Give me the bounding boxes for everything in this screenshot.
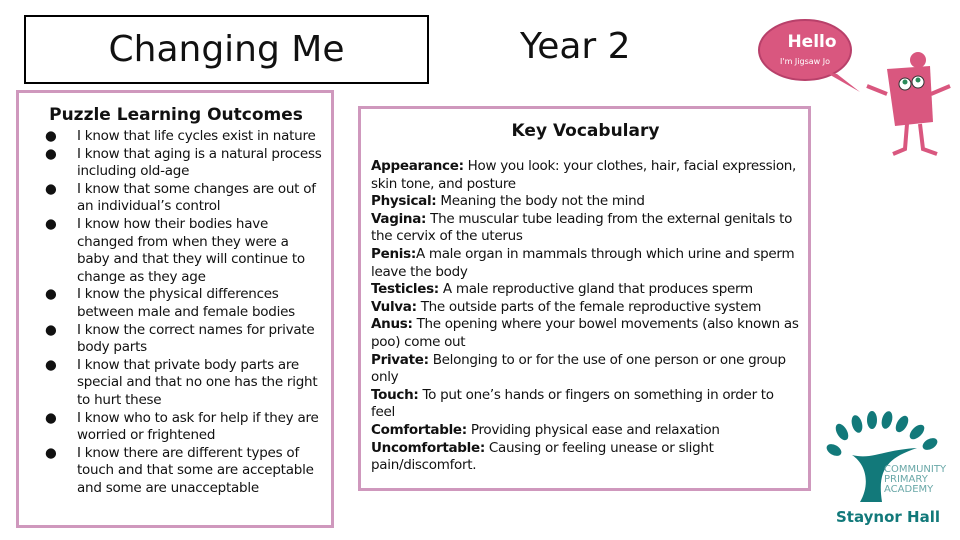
vocab-item: Uncomfortable: Causing or feeling unease or slight pain/discomfort. xyxy=(371,439,714,474)
vocab-item: Touch: To put one’s hands or fingers on something in order to feel xyxy=(371,386,774,421)
logo-line-3: ACADEMY xyxy=(884,484,934,495)
title-box xyxy=(24,15,429,84)
list-item: ● I know how their bodies have changed from when they were a baby and that they will continue to change as they age xyxy=(45,215,305,285)
mascot-greeting: Hello xyxy=(787,32,837,52)
list-item: ● I know the physical differences between male and female bodies xyxy=(45,286,295,320)
vocab-item: Anus: The opening where your bowel movements (also known as poo) come out xyxy=(371,316,799,350)
mascot-name: I'm Jigsaw Jo xyxy=(780,57,830,66)
outcomes-list xyxy=(19,128,323,497)
school-name: Staynor Hall xyxy=(836,508,940,526)
vocab-item: Vagina: The muscular tube leading from the external genitals to the cervix of the uterus xyxy=(371,210,793,245)
vocab-item: Testicles: A male reproductive gland that produces sperm xyxy=(371,281,753,298)
key-vocabulary-panel xyxy=(358,106,811,491)
outcomes-heading: Puzzle Learning Outcomes xyxy=(49,105,303,125)
list-item: ● I know that life cycles exist in nature xyxy=(45,128,316,144)
list-item: ● I know that aging is a natural process including old-age xyxy=(45,145,322,180)
list-item: ● I know the correct names for private body parts xyxy=(45,321,315,356)
school-logo xyxy=(822,410,952,532)
list-item: ● I know there are different types of touch and that some are acceptable and some are unacceptable xyxy=(45,444,314,496)
year-label: Year 2 xyxy=(520,26,631,67)
learning-outcomes-panel xyxy=(16,90,334,528)
list-item: ● I know who to ask for help if they are worried or frightened xyxy=(45,409,319,444)
page-title: Changing Me xyxy=(108,29,345,70)
vocab-heading: Key Vocabulary xyxy=(511,121,660,141)
vocab-item: Private: Belonging to or for the use of one person or one group only xyxy=(371,351,786,386)
vocab-item: Physical: Meaning the body not the mind xyxy=(371,193,645,210)
list-item: ● I know that private body parts are special and that no one has the right to hurt these xyxy=(45,356,318,408)
vocab-item: Penis:A male organ in mammals through which urine and sperm leave the body xyxy=(371,245,795,280)
vocab-item: Comfortable: Providing physical ease and relaxation xyxy=(371,421,720,438)
logo-line-2: PRIMARY xyxy=(884,474,928,485)
vocab-item: Appearance: How you look: your clothes, hair, facial expression, skin tone, and posture xyxy=(371,158,797,192)
vocab-item: Vulva: The outside parts of the female reproductive system xyxy=(371,298,762,315)
logo-line-1: COMMUNITY xyxy=(884,464,947,475)
list-item: ● I know that some changes are out of an individual’s control xyxy=(45,180,316,215)
